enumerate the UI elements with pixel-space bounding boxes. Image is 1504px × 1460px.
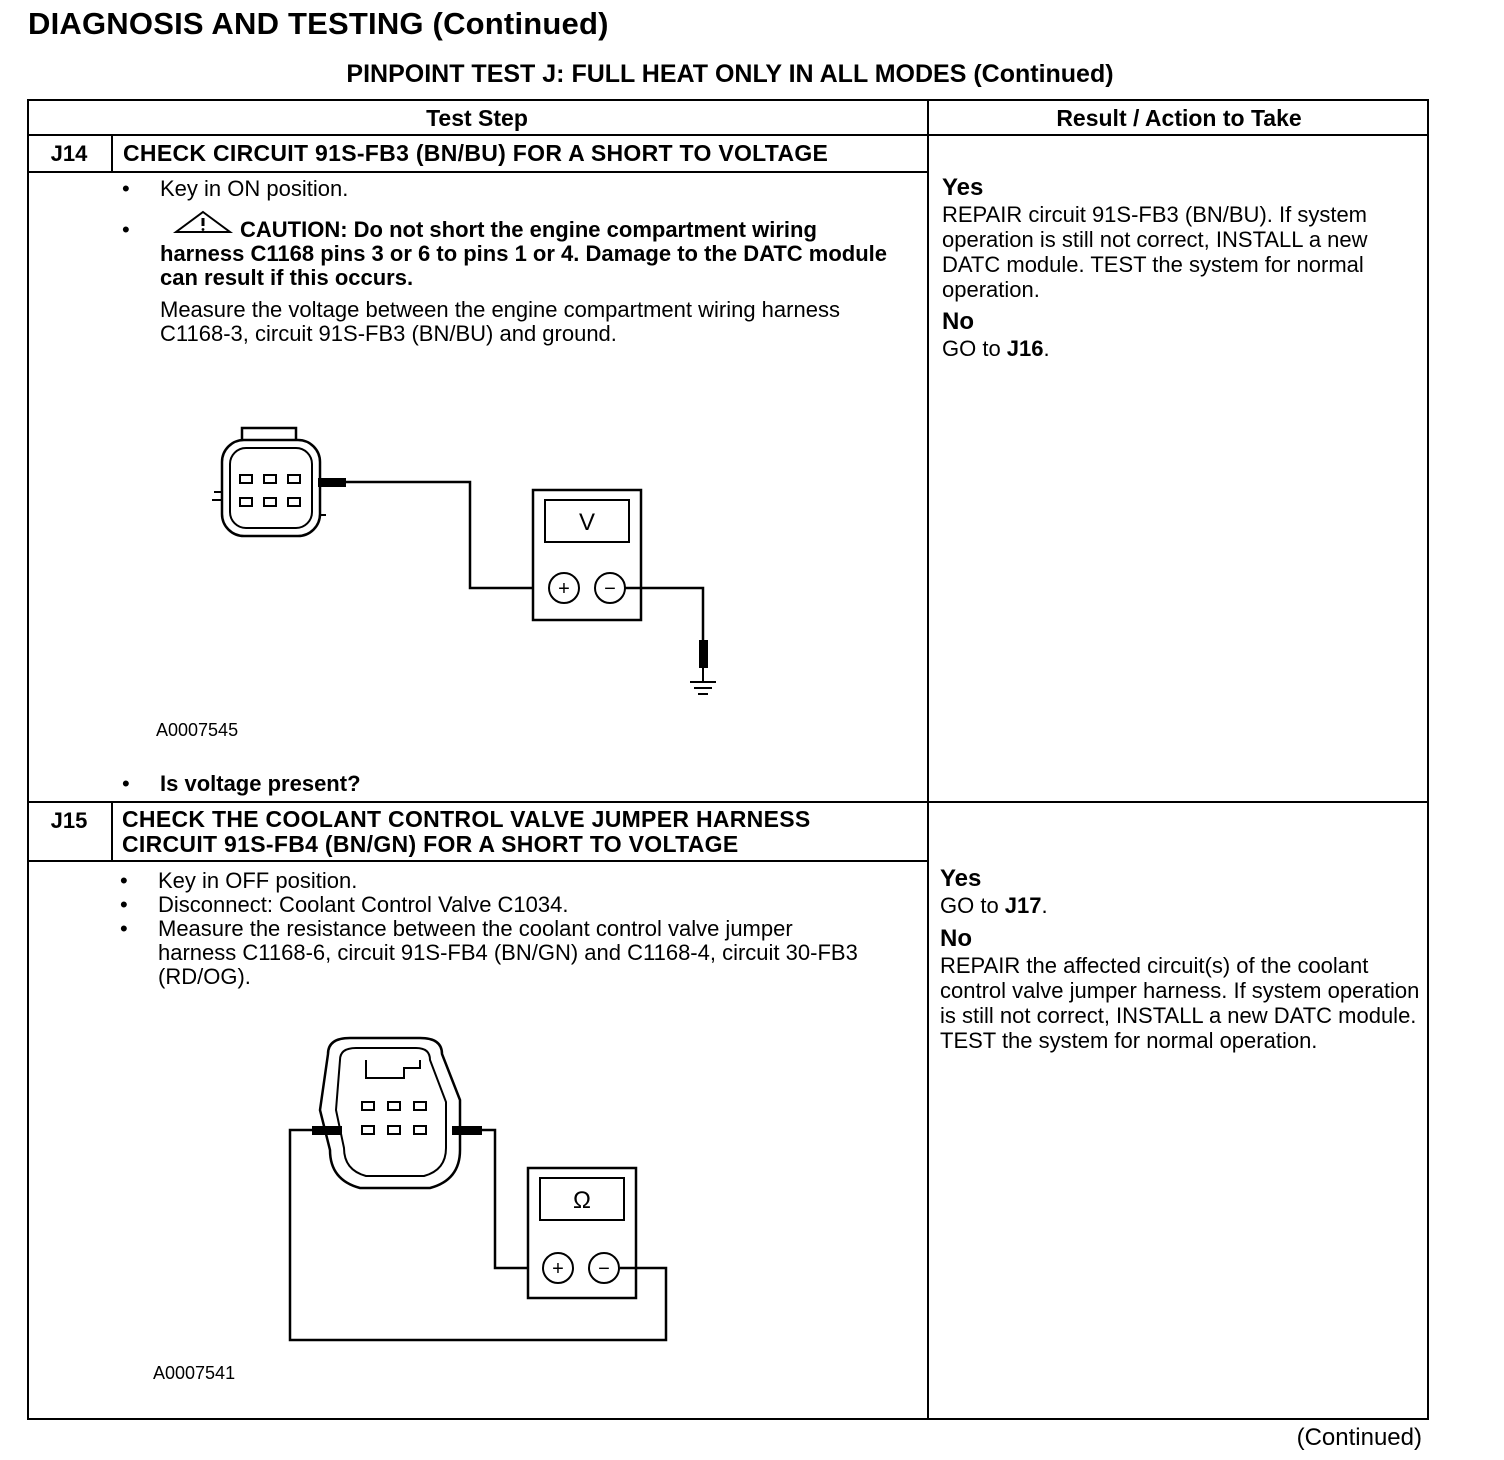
j14-question-text: Is voltage present? [160,771,361,796]
j15-connector [320,1038,460,1188]
j14-plus-terminal: + [558,578,570,600]
caution-triangle-icon [170,210,236,234]
j15-no-label: No [940,925,972,952]
j14-meter-symbol: V [578,509,596,536]
j15-meter-symbol: Ω [573,1187,591,1214]
bullet-dot: • [120,868,128,893]
step-title-j15-line2: CIRCUIT 91S-FB4 (BN/GN) FOR A SHORT TO VOLTAGE [122,831,739,857]
bullet-dot: • [120,892,128,917]
j14-caution [122,217,900,290]
j14-ground-probe [699,640,708,668]
j14-lead-negative [625,588,703,640]
ground-symbol-icon [690,668,716,694]
j14-no-suffix: . [1043,336,1050,361]
j15-probe-right [452,1126,482,1135]
j15-resistance-diagram [280,1030,700,1350]
j14-figure-id: A0007545 [156,720,239,740]
j15-yes-prefix: GO to [940,893,1005,918]
j15-bullet-key-off [120,868,358,893]
j14-yes-label: Yes [942,174,984,201]
bullet-dot: • [122,176,130,201]
j15-yes-label: Yes [940,865,982,892]
j14-goto-link[interactable]: J16 [1006,336,1044,361]
j15-title-divider [27,860,929,862]
j14-id-divider [111,134,113,172]
j15-bullet-measure-text: Measure the resistance between the coolant control valve jumper harness C1168-6, circuit 91S-FB4 (BN/GN) and C1168-4, circuit 30-FB3 (RD/OG). [158,916,858,989]
j15-yes-text [940,893,1048,918]
j14-question [122,771,361,796]
j14-yes-text: REPAIR circuit 91S-FB3 (BN/BU). If system operation is still not correct, INSTALL a new DATC module. TEST the system for normal operation. [942,202,1368,302]
j15-plus-terminal: + [552,1258,564,1280]
pinpoint-test-title: PINPOINT TEST J: FULL HEAT ONLY IN ALL MODES (Continued) [346,60,1114,88]
j15-bullet-disconnect [120,892,569,917]
header-test-step: Test Step [426,105,528,131]
step-title-j15-line1: CHECK THE COOLANT CONTROL VALVE JUMPER HARNESS [122,806,811,832]
step-id-j15: J15 [50,808,88,833]
step-title-j14: CHECK CIRCUIT 91S-FB3 (BN/BU) FOR A SHORT TO VOLTAGE [123,140,829,166]
j14-probe [318,478,346,487]
j15-meter [528,1168,636,1298]
j14-minus-terminal: − [604,578,616,600]
j15-figure-id: A0007541 [153,1363,236,1383]
j14-bullet-key-on-text: Key in ON position. [160,176,349,201]
j14-lead-positive [346,482,533,588]
continued-footer: (Continued) [1296,1424,1422,1451]
j14-title-divider [27,171,929,173]
j15-bullet-disconnect-text: Disconnect: Coolant Control Valve C1034. [158,892,569,917]
j14-meter [533,490,641,620]
j15-probe-left [312,1126,342,1135]
column-divider [927,99,929,1420]
j15-id-divider [111,801,113,861]
header-result: Result / Action to Take [1056,105,1302,131]
bullet-dot: • [122,217,130,242]
j14-measure-text: Measure the voltage between the engine compartment wiring harness C1168-3, circuit 91S-FB3 (BN/BU) and ground. [160,297,840,346]
j15-yes-suffix: . [1041,893,1048,918]
j14-voltage-diagram [200,420,760,710]
j14-caution-text: CAUTION: Do not short the engine compartment wiring harness C1168 pins 3 or 6 to pins 1 or 4. Damage to the DATC module can result if this occurs. [160,217,887,290]
j15-goto-link[interactable]: J17 [1004,893,1042,918]
step-separator [27,801,1429,803]
j15-minus-terminal: − [598,1258,610,1280]
j14-no-prefix: GO to [942,336,1007,361]
j15-no-text: REPAIR the affected circuit(s) of the coolant control valve jumper harness. If system operation is still not correct, INSTALL a new DATC module. TEST the system for normal operation. [940,953,1420,1053]
j14-no-text [942,336,1050,361]
step-id-j14: J14 [50,141,88,166]
j15-bullet-measure [120,916,858,989]
bullet-dot: • [120,916,128,941]
j14-bullet-key-on [122,176,349,201]
j14-no-label: No [942,308,974,335]
j15-lead-positive [482,1130,528,1268]
bullet-dot: • [122,771,130,796]
page-heading: DIAGNOSIS AND TESTING (Continued) [28,6,609,41]
j15-bullet-key-off-text: Key in OFF position. [158,868,358,893]
header-divider [27,134,1429,136]
j14-connector [212,428,326,536]
